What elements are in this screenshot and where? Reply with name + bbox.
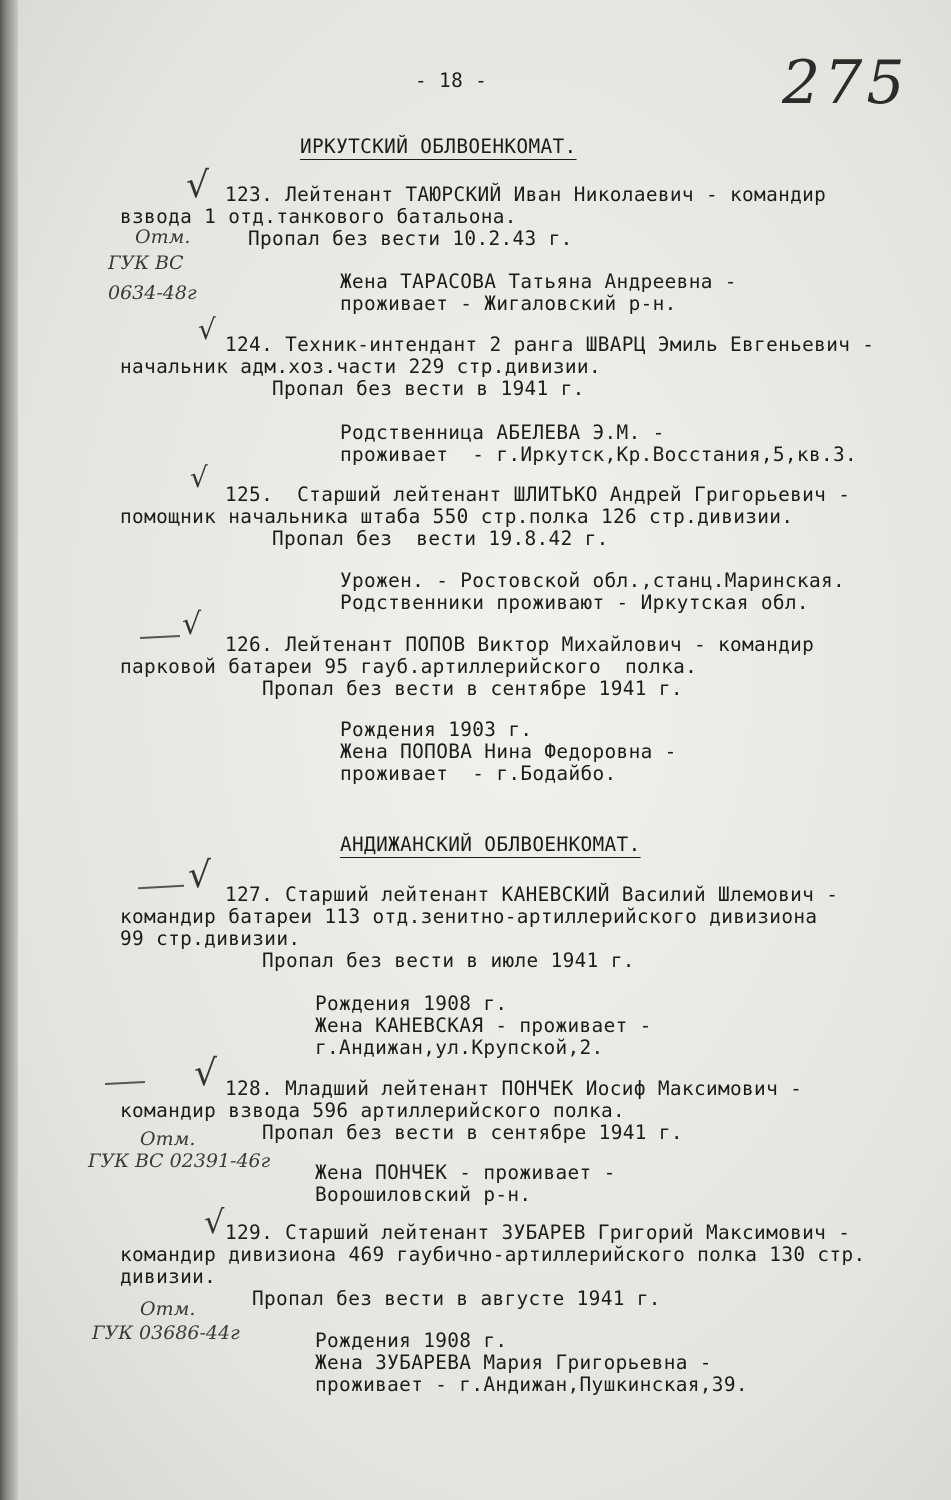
entry-129-line2: командир дивизиона 469 гаубично-артиллерийского полка 130 стр.	[120, 1243, 866, 1266]
handwritten-dash	[138, 885, 184, 889]
entry-126-line1: 126. Лейтенант ПОПОВ Виктор Михайлович - командир	[225, 633, 815, 656]
entry-128-line5: Ворошиловский р-н.	[315, 1183, 532, 1206]
entry-123-line5: проживает - Жигаловский р-н.	[340, 292, 677, 315]
handwritten-note-1c: 0634-48г	[108, 282, 197, 304]
entry-127-line5: Рождения 1908 г.	[315, 992, 508, 1015]
check-mark-icon: √	[194, 1053, 217, 1094]
check-mark-icon: √	[204, 1203, 225, 1241]
entry-123-line4: Жена ТАРАСОВА Татьяна Андреевна -	[340, 270, 737, 293]
entry-128-line2: командир взвода 596 артиллерийского полка.	[120, 1099, 626, 1122]
page-number: - 18 -	[415, 69, 488, 92]
handwritten-note-2b: ГУК ВС 02391-46г	[88, 1150, 271, 1172]
handwritten-note-3a: Отм.	[140, 1298, 196, 1320]
scan-left-edge	[0, 0, 18, 1500]
handwritten-dash	[105, 1081, 145, 1085]
entry-125-line4: Урожен. - Ростовской обл.,станц.Маринская.	[340, 569, 846, 592]
handwritten-note-2a: Отм.	[140, 1128, 196, 1150]
check-mark-icon: √	[188, 855, 211, 896]
entry-126-line6: проживает - г.Бодайбо.	[340, 762, 617, 785]
entry-129-line5: Рождения 1908 г.	[315, 1329, 508, 1352]
section-title-irkutsk: ИРКУТСКИЙ ОБЛВОЕНКОМАТ.	[300, 135, 577, 158]
entry-124-line3: Пропал без вести в 1941 г.	[272, 377, 585, 400]
entry-123-line3: Пропал без вести 10.2.43 г.	[248, 227, 573, 250]
entry-129-line4: Пропал без вести в августе 1941 г.	[252, 1287, 661, 1310]
entry-123-line2: взвода 1 отд.танкового батальона.	[120, 205, 517, 228]
check-mark-icon: √	[186, 165, 209, 206]
entry-126-line4: Рождения 1903 г.	[340, 718, 533, 741]
entry-128-line1: 128. Младший лейтенант ПОНЧЕК Иосиф Максимович -	[225, 1077, 803, 1100]
handwritten-note-1a: Отм.	[135, 226, 191, 248]
handwritten-note-3b: ГУК 03686-44г	[92, 1322, 240, 1344]
entry-127-line7: г.Андижан,ул.Крупской,2.	[315, 1036, 604, 1059]
check-mark-icon: √	[190, 461, 208, 494]
entry-125-line2: помощник начальника штаба 550 стр.полка 126 стр.дивизии.	[120, 505, 794, 528]
check-mark-icon: √	[182, 607, 202, 642]
entry-128-line4: Жена ПОНЧЕК - проживает -	[315, 1161, 616, 1184]
entry-124-line2: начальник адм.хоз.части 229 стр.дивизии.	[120, 355, 601, 378]
entry-127-line1: 127. Старший лейтенант КАНЕВСКИЙ Василий Шлемович -	[225, 883, 839, 906]
entry-126-line2: парковой батареи 95 гауб.артиллерийского полка.	[120, 655, 698, 678]
entry-126-line5: Жена ПОПОВА Нина Федоровна -	[340, 740, 677, 763]
entry-127-line4: Пропал без вести в июле 1941 г.	[262, 949, 635, 972]
entry-129-line6: Жена ЗУБАРЕВА Мария Григорьевна -	[315, 1351, 712, 1374]
section-title-andijan: АНДИЖАНСКИЙ ОБЛВОЕНКОМАТ.	[340, 833, 641, 856]
entry-127-line3: 99 стр.дивизии.	[120, 927, 301, 950]
entry-125-line3: Пропал без вести 19.8.42 г.	[272, 527, 609, 550]
entry-128-line3: Пропал без вести в сентябре 1941 г.	[262, 1121, 683, 1144]
entry-126-line3: Пропал без вести в сентябре 1941 г.	[262, 677, 683, 700]
entry-129-line3: дивизии.	[120, 1265, 217, 1288]
archive-number: 275	[782, 48, 909, 118]
handwritten-note-1b: ГУК ВС	[108, 252, 184, 274]
entry-127-line6: Жена КАНЕВСКАЯ - проживает -	[315, 1014, 652, 1037]
handwritten-dash	[140, 635, 180, 639]
entry-123-line1: 123. Лейтенант ТАЮРСКИЙ Иван Николаевич - командир	[225, 183, 827, 206]
entry-125-line1: 125. Старший лейтенант ШЛИТЬКО Андрей Григорьевич -	[225, 483, 851, 506]
entry-124-line4: Родственница АБЕЛЕВА Э.М. -	[340, 421, 665, 444]
entry-129-line1: 129. Старший лейтенант ЗУБАРЕВ Григорий Максимович -	[225, 1221, 851, 1244]
entry-125-line5: Родственники проживают - Иркутская обл.	[340, 591, 809, 614]
check-mark-icon: √	[198, 313, 216, 346]
entry-127-line2: командир батареи 113 отд.зенитно-артиллерийского дивизиона	[120, 905, 818, 928]
entry-129-line7: проживает - г.Андижан,Пушкинская,39.	[315, 1373, 748, 1396]
entry-124-line5: проживает - г.Иркутск,Кр.Восстания,5,кв.3.	[340, 443, 858, 466]
entry-124-line1: 124. Техник-интендант 2 ранга ШВАРЦ Эмиль Евгеньевич -	[225, 333, 875, 356]
